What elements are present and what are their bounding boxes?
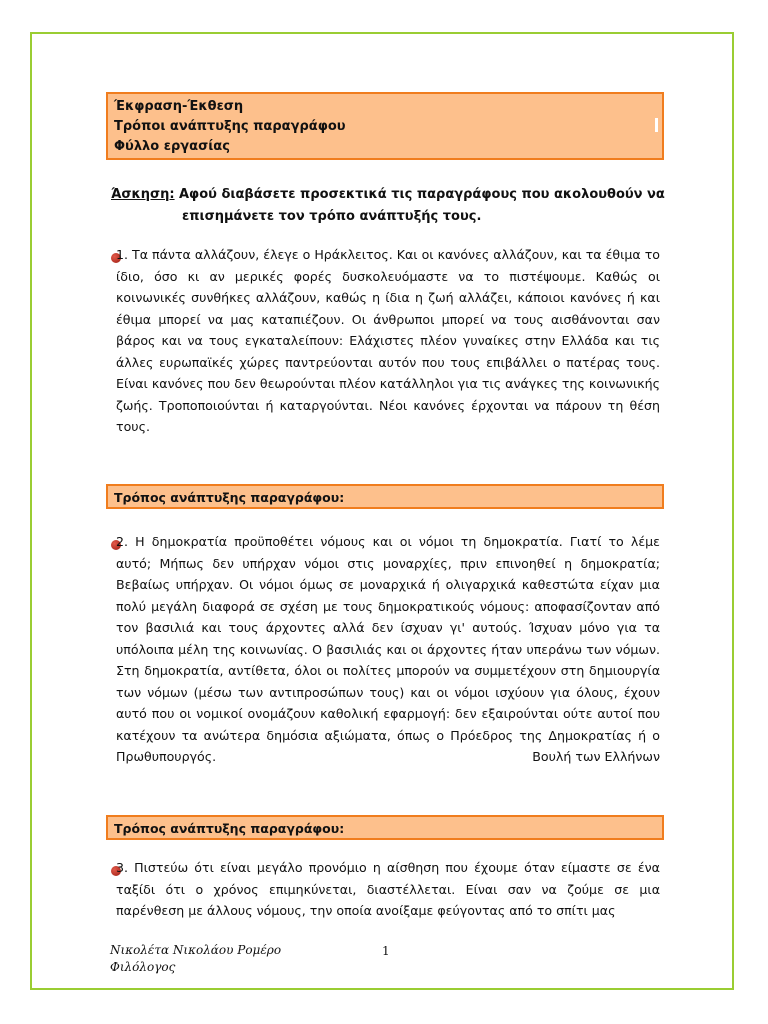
paragraph-1-text: 1. Τα πάντα αλλάζουν, έλεγε ο Ηράκλειτος. Και οι κανόνες αλλάζουν, και τα έθιμα το ίδιο, όσο κι αν μερικές φορές δυσκολευόμαστε να το πιστέψουμε. Καθώς οι κοινωνικές συνθήκες αλλάζουν, καθώς η ίδια η ζωή αλλάζει, κάποιοι κανόνες ή και έθιμα μπορεί να μας καταπιέζουν. Οι άνθρωποι μπορεί να τους αισθάνονται σαν βάρος και να τους εγκαταλείπουν: Ελάχιστες πλέον γυναίκες στην Ελλάδα και τις άλλες ευρωπαϊκές χώρες παντρεύονται αυτόν που τους επιβάλλει ο πατέρας τους. Είναι κανόνες που δεν θεωρούνται πλέον κατάλληλοι για τις ανάγκες της κοινωνικής ζωής. Τροποποιούνται ή καταργούνται. Νέοι κανόνες έρχονται να πάρουν τη θέση τους. — [116, 247, 660, 434]
footer-author-role: Φιλόλογος — [110, 960, 176, 974]
title-line-1: Έκφραση-Έκθεση — [114, 99, 244, 114]
title-box — [106, 92, 664, 160]
answer-box-1[interactable] — [106, 484, 664, 509]
paragraph-2-source: Βουλή των Ελλήνων — [532, 749, 660, 764]
exercise-line-2: επισημάνετε τον τρόπο ανάπτυξής τους. — [182, 209, 482, 224]
paragraph-3-text: 3. Πιστεύω ότι είναι μεγάλο προνόμιο η αίσθηση που έχουμε όταν είμαστε σε ένα ταξίδι ότι ο χρόνος επιμηκύνεται, διαστέλλεται. Είναι σαν να ζούμε σε μια παρένθεση με άλλους νόμους, την οποία ανοίξαμε φεύγοντας από το σπίτι μας — [116, 860, 660, 918]
page-border — [30, 32, 734, 990]
paragraph-2-text: 2. Η δημοκρατία προϋποθέτει νόμους και οι νόμοι τη δημοκρατία. Γιατί το λέμε αυτό; Μήπως δεν υπήρχαν νόμοι στις μοναρχίες, πριν επινοηθεί η δημοκρατία; Βεβαίως υπήρχαν. Οι νόμοι όμως σε μοναρχικά ή ολιγαρχικά καθεστώτα είχαν μια πολύ μεγάλη διαφορά σε σχέση με τους δημοκρατικούς νόμους: αποφασίζονταν από τον βασιλιά και τους άρχοντες αλλά δεν ίσχυαν γι' αυτούς. Ίσχυαν μόνο για τα υπόλοιπα μέλη της κοινωνίας. Ο βασιλιάς και οι άρχοντες ήταν υπεράνω των νόμων. Στη δημοκρατία, αντίθετα, όλοι οι πολίτες μπορούν να συμμετέχουν στη δημιουργία των νόμων (μέσω των αντιπροσώπων τους) και οι νόμοι ισχύουν για όλους, έχουν αυτό που οι νομικοί ονομάζουν καθολική εφαρμογή: δεν εξαιρούνται ούτε αυτοί που κατέχουν τα ανώτερα δημόσια αξιώματα, όπως ο Πρόεδρος της Δημοκρατίας ή ο Πρωθυπουργός. — [116, 534, 660, 764]
page-number: 1 — [382, 944, 390, 958]
paragraph-3 — [116, 857, 660, 922]
exercise-label: Άσκηση: — [111, 187, 175, 202]
answer-box-label: Τρόπος ανάπτυξης παραγράφου: — [114, 490, 345, 505]
paragraph-1 — [116, 244, 660, 438]
paragraph-2 — [116, 531, 660, 768]
footer-author-name: Νικολέτα Νικολάου Ρομέρο — [110, 943, 282, 957]
exercise-line-1: Αφού διαβάσετε προσεκτικά τις παραγράφους που ακολουθούν να — [179, 187, 665, 202]
title-line-2: Τρόποι ανάπτυξης παραγράφου — [114, 119, 346, 134]
title-line-3: Φύλλο εργασίας — [114, 139, 230, 154]
footer-author — [110, 942, 281, 976]
answer-box-label: Τρόπος ανάπτυξης παραγράφου: — [114, 821, 345, 836]
text-cursor-mark — [655, 118, 658, 132]
exercise-instruction — [111, 184, 671, 228]
answer-box-2[interactable] — [106, 815, 664, 840]
